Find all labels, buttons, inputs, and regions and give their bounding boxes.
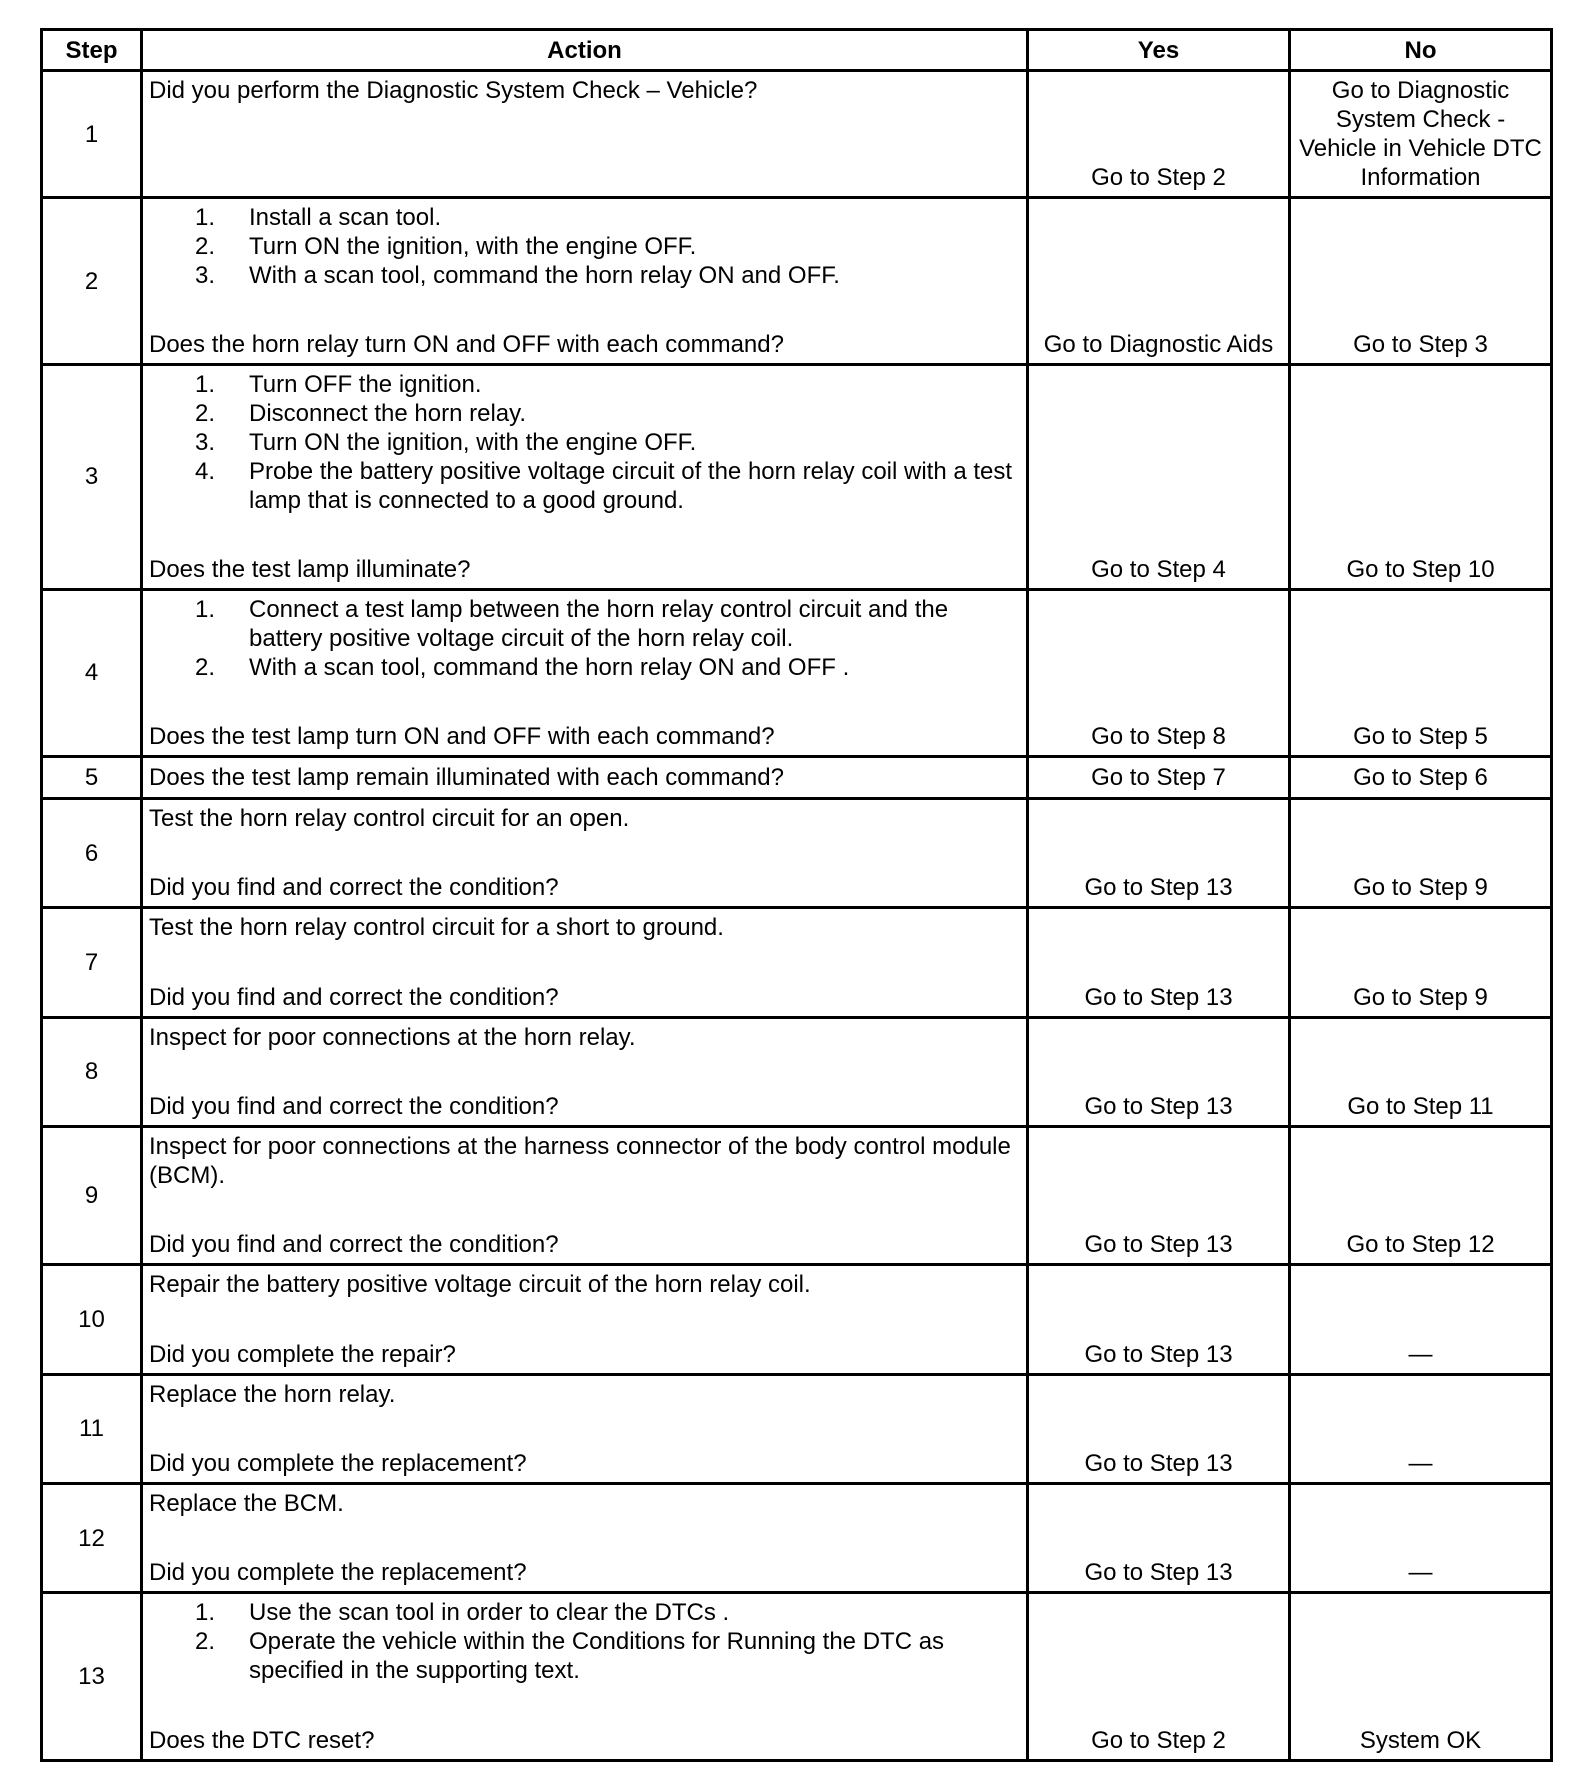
action-cell (142, 1127, 1028, 1265)
no-outcome: — (1290, 1374, 1552, 1483)
step-number: 13 (42, 1593, 142, 1761)
action-step-item (195, 399, 1018, 428)
diagnostic-table (40, 28, 1553, 1762)
table-row (42, 1265, 1552, 1374)
action-step-number: 1. (195, 370, 216, 398)
action-step-number: 2. (195, 1628, 216, 1656)
step-number: 5 (42, 757, 142, 799)
action-question: Does the test lamp remain illuminated with each command? (149, 764, 784, 792)
action-step-number: 3. (195, 428, 216, 456)
action-instruction: Repair the battery positive voltage circuit of the horn relay coil. (149, 1271, 811, 1299)
step-number: 6 (42, 799, 142, 908)
yes-outcome: Go to Step 8 (1028, 589, 1290, 756)
action-instruction: Test the horn relay control circuit for an open. (149, 805, 630, 833)
yes-outcome: Go to Step 13 (1028, 1017, 1290, 1126)
table-row (42, 908, 1552, 1017)
action-cell (142, 908, 1028, 1017)
yes-outcome: Go to Step 4 (1028, 364, 1290, 589)
yes-outcome: Go to Step 13 (1028, 799, 1290, 908)
action-step-text: Turn ON the ignition, with the engine OFF. (249, 233, 697, 261)
yes-outcome: Go to Step 13 (1028, 1484, 1290, 1593)
action-step-text: Probe the battery positive voltage circuit of the horn relay coil with a test lamp that is connected to a good ground. (249, 457, 1013, 514)
action-instruction: Replace the BCM. (149, 1490, 344, 1518)
action-step-number: 2. (195, 233, 216, 261)
action-question: Did you complete the repair? (149, 1340, 456, 1368)
action-step-text: Disconnect the horn relay. (249, 399, 527, 427)
action-question: Did you complete the replacement? (149, 1559, 527, 1587)
action-question: Did you find and correct the condition? (149, 983, 559, 1011)
action-step-item (195, 1598, 1018, 1627)
table-row (42, 1017, 1552, 1126)
action-step-number: 2. (195, 653, 216, 681)
step-number: 9 (42, 1127, 142, 1265)
step-number: 8 (42, 1017, 142, 1126)
action-step-text: Turn OFF the ignition. (249, 370, 482, 398)
action-step-text: With a scan tool, command the horn relay ON and OFF. (249, 262, 840, 290)
table-row (42, 198, 1552, 364)
table-row (42, 71, 1552, 198)
action-step-number: 3. (195, 262, 216, 290)
action-step-item (195, 595, 1018, 653)
action-instruction: Replace the horn relay. (149, 1380, 396, 1408)
step-number: 12 (42, 1484, 142, 1593)
header-action: Action (142, 30, 1028, 71)
table-row (42, 1484, 1552, 1593)
header-step: Step (42, 30, 142, 71)
action-cell (142, 364, 1028, 589)
action-steps-list (149, 370, 1018, 515)
no-outcome: Go to Step 6 (1290, 757, 1552, 799)
action-question: Did you find and correct the condition? (149, 1093, 559, 1121)
yes-outcome: Go to Step 13 (1028, 1374, 1290, 1483)
no-outcome: — (1290, 1484, 1552, 1593)
step-number: 1 (42, 71, 142, 198)
step-number: 10 (42, 1265, 142, 1374)
action-instruction: Inspect for poor connections at the harness connector of the body control module (BCM). (149, 1133, 1011, 1190)
action-cell (142, 1374, 1028, 1483)
action-cell (142, 1017, 1028, 1126)
action-step-text: Turn ON the ignition, with the engine OFF. (249, 428, 697, 456)
step-number: 2 (42, 198, 142, 364)
action-cell (142, 1484, 1028, 1593)
action-step-item (195, 457, 1018, 515)
action-step-number: 1. (195, 204, 216, 232)
action-step-item (195, 1627, 1018, 1685)
action-steps-list (149, 203, 1018, 290)
table-row (42, 364, 1552, 589)
no-outcome: Go to Step 12 (1290, 1127, 1552, 1265)
header-no: No (1290, 30, 1552, 71)
table-row (42, 1374, 1552, 1483)
yes-outcome: Go to Step 2 (1028, 71, 1290, 198)
step-number: 4 (42, 589, 142, 756)
table-row (42, 589, 1552, 756)
action-question: Does the test lamp illuminate? (149, 555, 471, 583)
action-step-item (195, 203, 1018, 232)
no-outcome: Go to Step 9 (1290, 799, 1552, 908)
action-step-number: 1. (195, 595, 216, 623)
action-step-number: 2. (195, 399, 216, 427)
header-yes: Yes (1028, 30, 1290, 71)
step-number: 11 (42, 1374, 142, 1483)
action-step-item (195, 261, 1018, 290)
action-step-text: Operate the vehicle within the Conditions for Running the DTC as specified in the supporting text. (249, 1628, 945, 1685)
action-question: Did you find and correct the condition? (149, 1231, 559, 1259)
action-question: Did you find and correct the condition? (149, 874, 559, 902)
action-instruction: Test the horn relay control circuit for a short to ground. (149, 914, 724, 942)
action-steps-list (149, 595, 1018, 682)
yes-outcome: Go to Diagnostic Aids (1028, 198, 1290, 364)
action-cell (142, 71, 1028, 198)
action-step-text: Install a scan tool. (249, 204, 442, 232)
action-question: Does the DTC reset? (149, 1727, 375, 1754)
action-step-text: Use the scan tool in order to clear the DTCs . (249, 1599, 730, 1627)
no-outcome: Go to Step 3 (1290, 198, 1552, 364)
action-step-item (195, 232, 1018, 261)
action-cell (142, 1265, 1028, 1374)
action-steps-list (149, 1598, 1018, 1685)
action-step-number: 1. (195, 1599, 216, 1627)
action-step-item (195, 653, 1018, 682)
yes-outcome: Go to Step 13 (1028, 1127, 1290, 1265)
table-row (42, 757, 1552, 799)
no-outcome: Go to Step 10 (1290, 364, 1552, 589)
action-cell (142, 1593, 1028, 1761)
action-cell (142, 757, 1028, 799)
no-outcome: Go to Step 5 (1290, 589, 1552, 756)
action-step-item (195, 428, 1018, 457)
action-step-number: 4. (195, 457, 216, 485)
action-question: Did you perform the Diagnostic System Check – Vehicle? (149, 77, 758, 104)
yes-outcome: Go to Step 13 (1028, 908, 1290, 1017)
step-number: 3 (42, 364, 142, 589)
action-question: Does the horn relay turn ON and OFF with each command? (149, 330, 784, 358)
table-row (42, 799, 1552, 908)
action-cell (142, 799, 1028, 908)
no-outcome: Go to Step 9 (1290, 908, 1552, 1017)
action-instruction: Inspect for poor connections at the horn relay. (149, 1023, 636, 1051)
step-number: 7 (42, 908, 142, 1017)
no-outcome: — (1290, 1265, 1552, 1374)
no-outcome: Go to Step 11 (1290, 1017, 1552, 1126)
action-step-item (195, 370, 1018, 399)
table-row (42, 1593, 1552, 1761)
action-cell (142, 198, 1028, 364)
action-step-text: With a scan tool, command the horn relay ON and OFF . (249, 653, 850, 681)
header-row (42, 30, 1552, 71)
action-question: Does the test lamp turn ON and OFF with each command? (149, 723, 775, 750)
no-outcome: Go to Diagnostic System Check - Vehicle in Vehicle DTC Information (1290, 71, 1552, 198)
yes-outcome: Go to Step 2 (1028, 1593, 1290, 1761)
yes-outcome: Go to Step 7 (1028, 757, 1290, 799)
action-cell (142, 589, 1028, 756)
table-row (42, 1127, 1552, 1265)
action-question: Did you complete the replacement? (149, 1450, 527, 1478)
yes-outcome: Go to Step 13 (1028, 1265, 1290, 1374)
action-step-text: Connect a test lamp between the horn relay control circuit and the battery positive voltage circuit of the horn relay coil. (249, 595, 949, 652)
no-outcome: System OK (1290, 1593, 1552, 1761)
